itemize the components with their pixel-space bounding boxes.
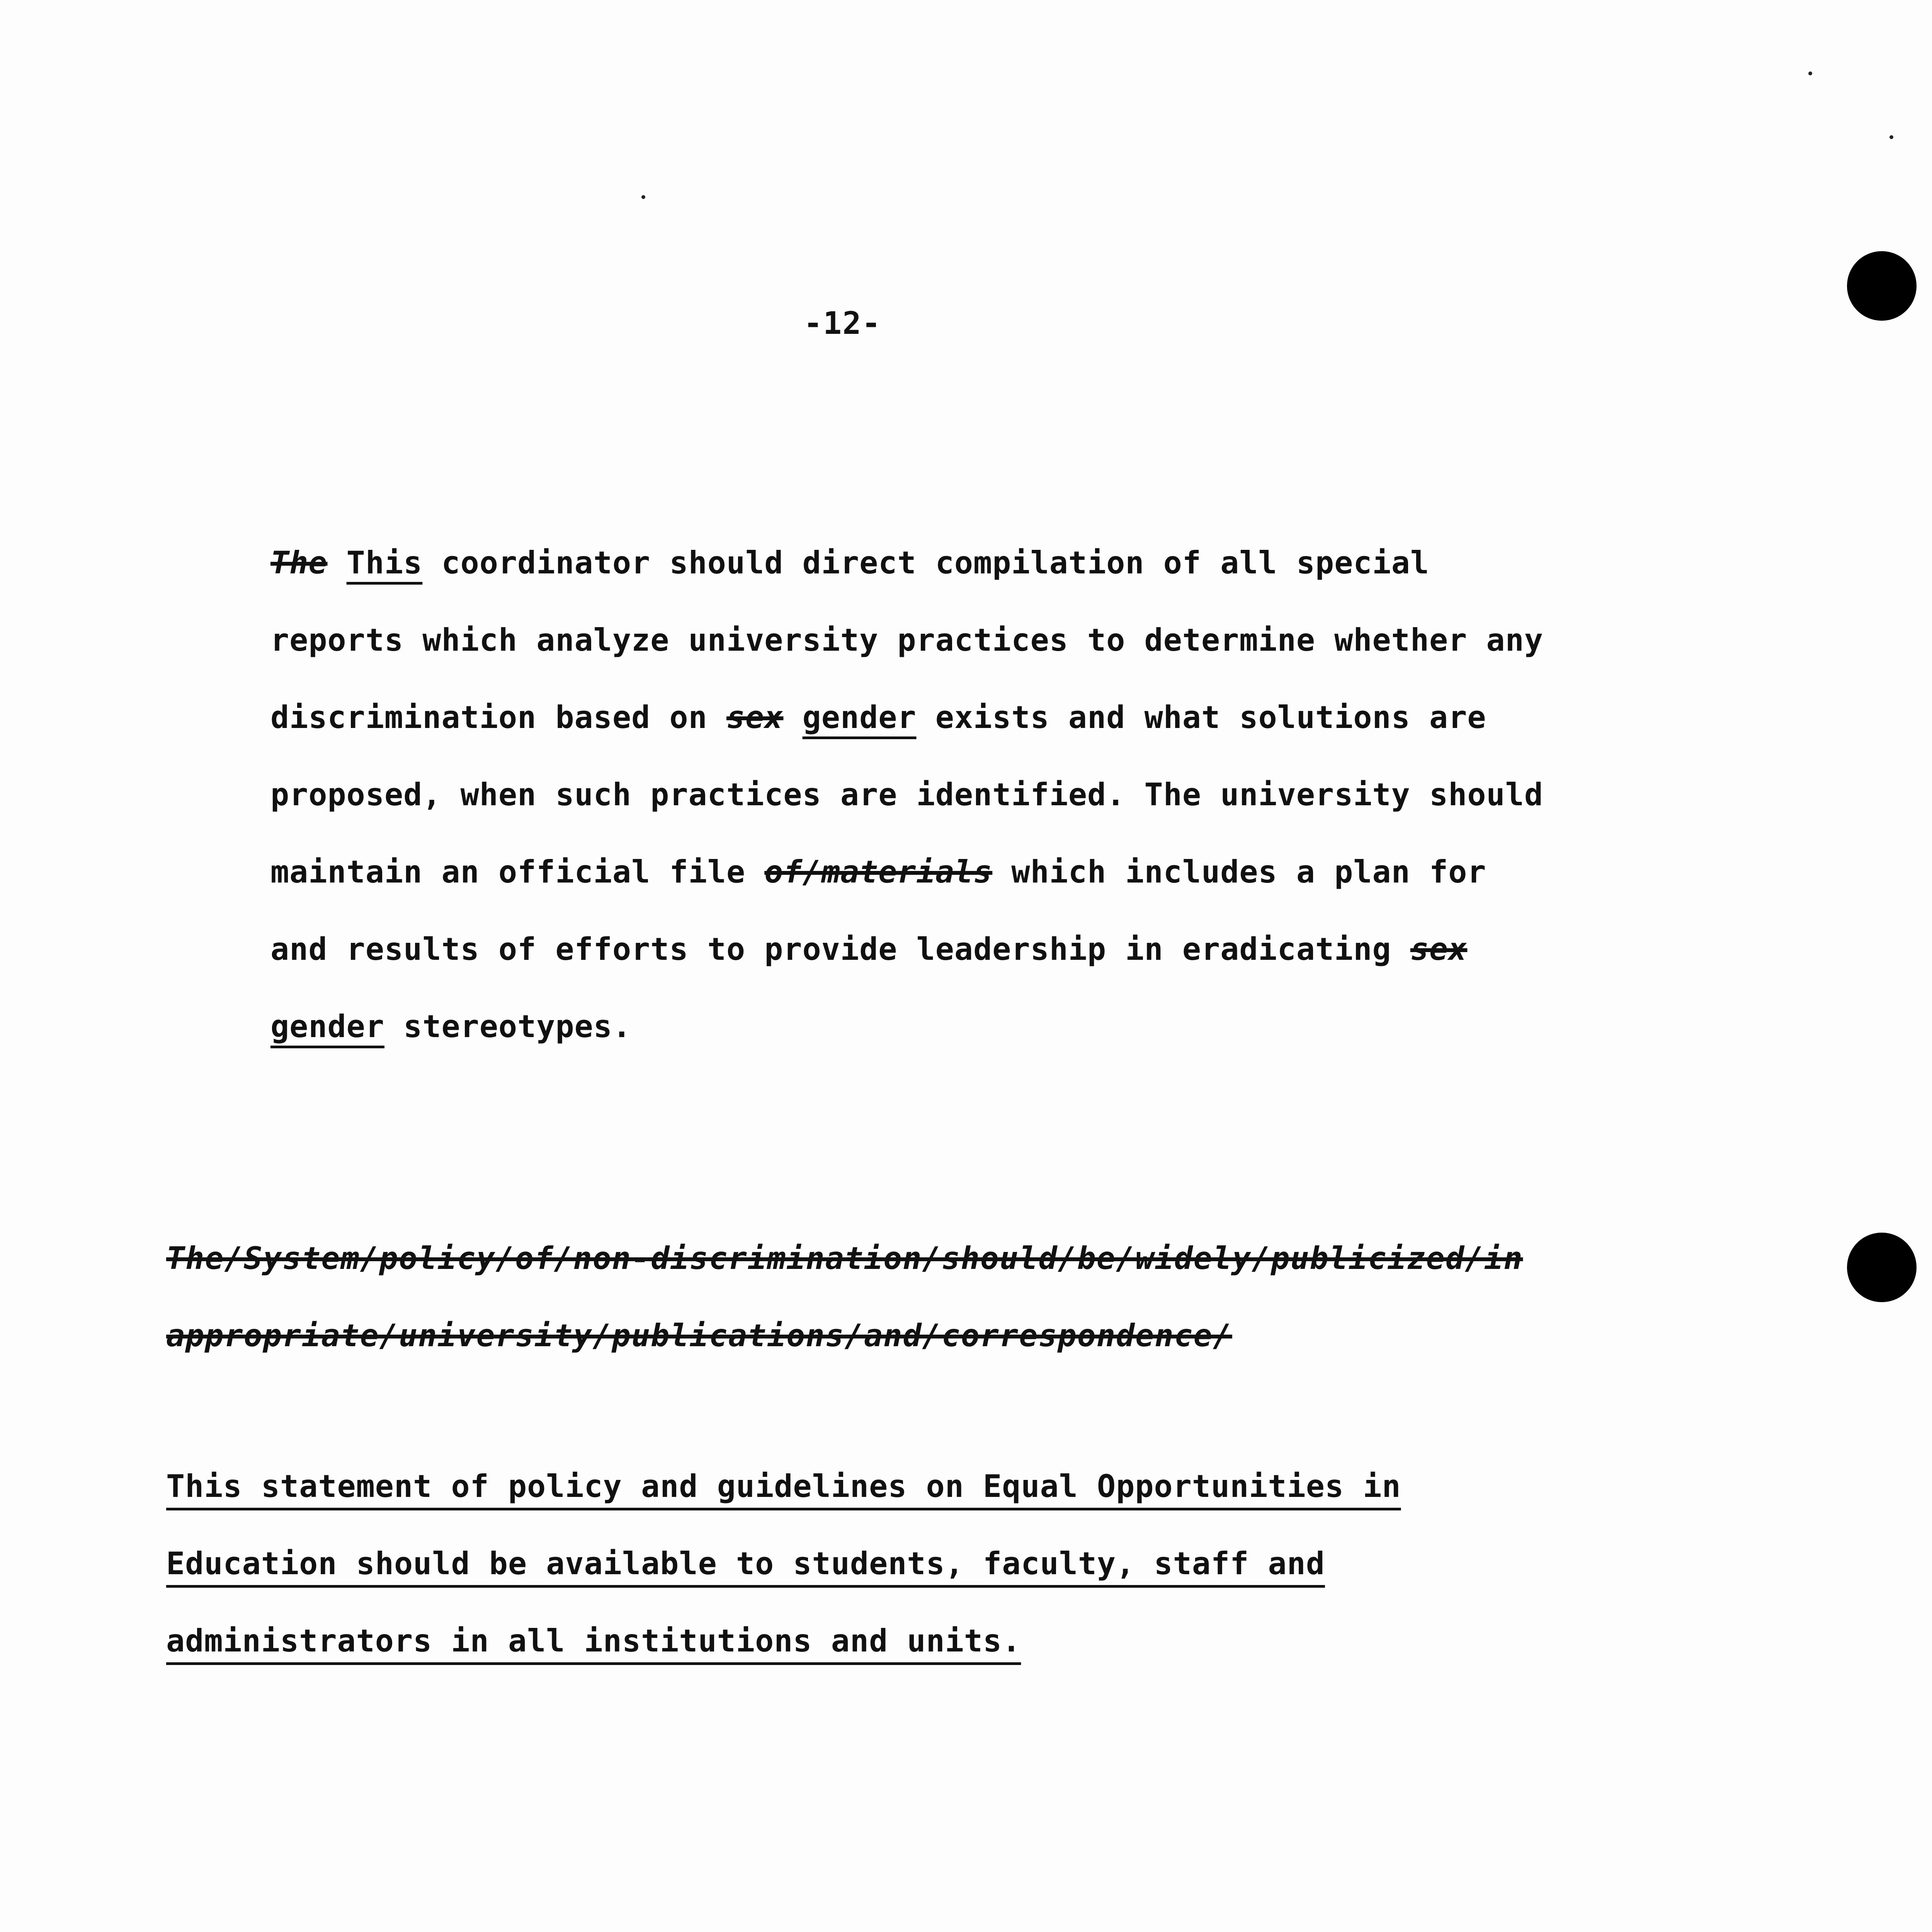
struck-text: appropriate/university/publications/and/correspondence/ bbox=[166, 1318, 1233, 1354]
inserted-word: This bbox=[346, 545, 423, 581]
inserted-word: gender bbox=[270, 1009, 384, 1044]
underlined-line bbox=[166, 1546, 1325, 1582]
inserted-word: gender bbox=[802, 699, 917, 735]
paragraph-line bbox=[270, 699, 1486, 735]
paragraph-line bbox=[270, 545, 1429, 581]
underlined-line bbox=[166, 1468, 1401, 1504]
line-text: maintain an official file bbox=[270, 854, 746, 890]
line-text: coordinator should direct compilation of all special bbox=[441, 545, 1430, 581]
line-text: which includes a plan for bbox=[1011, 854, 1486, 890]
line-text: stereotypes. bbox=[403, 1009, 632, 1044]
paper-speck bbox=[1889, 135, 1893, 139]
struck-line bbox=[166, 1240, 1523, 1276]
punch-hole-middle bbox=[1847, 1233, 1917, 1302]
underlined-line bbox=[166, 1623, 1021, 1659]
struck-word: of/materials bbox=[764, 854, 993, 890]
paragraph-line: reports which analyze university practices to determine whether any bbox=[270, 622, 1543, 658]
struck-word: sex bbox=[1410, 931, 1468, 967]
struck-line bbox=[166, 1318, 1232, 1354]
struck-word: sex bbox=[726, 699, 784, 735]
paper-speck bbox=[641, 195, 645, 199]
punch-hole-top bbox=[1847, 251, 1917, 321]
struck-word: The bbox=[270, 545, 328, 581]
struck-text: The/System/policy/of/non-discrimination/should/be/widely/publicized/in bbox=[166, 1240, 1523, 1276]
paragraph-line: proposed, when such practices are identified. The university should bbox=[270, 777, 1543, 813]
paper-speck bbox=[1808, 71, 1812, 75]
line-text: exists and what solutions are bbox=[935, 699, 1486, 735]
line-text: discrimination based on bbox=[270, 699, 707, 735]
page-number: -12- bbox=[804, 305, 881, 341]
paragraph-line bbox=[270, 854, 1486, 890]
line-text: and results of efforts to provide leadership in eradicating bbox=[270, 931, 1391, 967]
paragraph-line bbox=[270, 931, 1467, 967]
underlined-text: Education should be available to students, faculty, staff and bbox=[166, 1546, 1325, 1582]
underlined-text: This statement of policy and guidelines on Equal Opportunities in bbox=[166, 1468, 1401, 1504]
underlined-text: administrators in all institutions and units. bbox=[166, 1623, 1021, 1659]
paragraph-line bbox=[270, 1009, 631, 1044]
